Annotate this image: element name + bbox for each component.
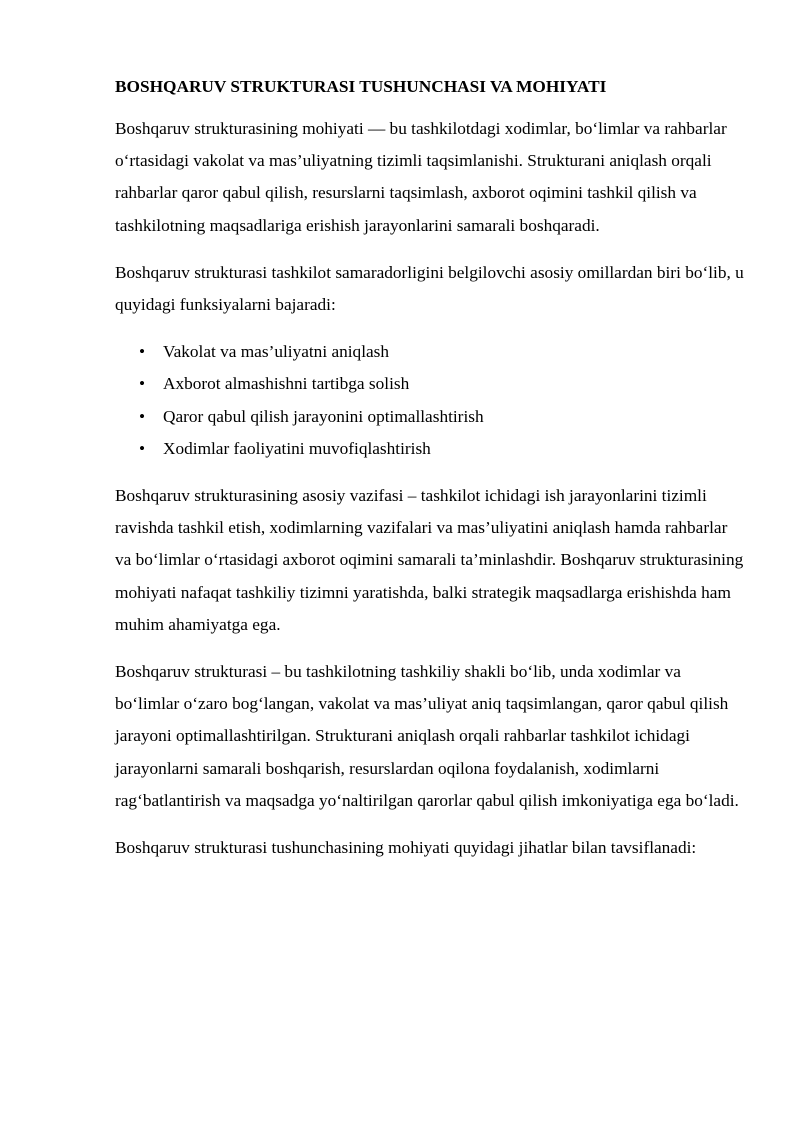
document-page: [115, 75, 745, 879]
paragraph-main-task: Boshqaruv strukturasining asosiy vazifasi – tashkilot ichidagi ish jarayonlarini tizimli ravishda tashkil etish, xodimlarning vazifalari va mas’uliyatini aniqlash hamda rahbarlar va bo‘limlar o‘rtasidagi axborot oqimini samarali ta’minlashdir. Boshqaruv strukturasining mohiyati nafaqat tashkiliy tizimni yaratishda, balki strategik maqsadlarga erishishda ham muhim ahamiyatga ega.: [115, 486, 744, 634]
paragraph-aspects-intro: Boshqaruv strukturasi tushunchasining mohiyati quyidagi jihatlar bilan tavsiflanadi:: [115, 838, 697, 858]
document-title: BOSHQARUV STRUKTURASI TUSHUNCHASI VA MOHIYATI: [115, 77, 607, 96]
list-item: [115, 401, 745, 433]
list-item: [115, 368, 745, 400]
list-item-text: Qaror qabul qilish jarayonini optimallashtirish: [163, 406, 484, 426]
paragraph-definition: Boshqaruv strukturasining mohiyati — bu tashkilotdagi xodimlar, bo‘limlar va rahbarlar o‘rtasidagi vakolat va mas’uliyatning tizimli taqsimlanishi. Strukturani aniqlash orqali rahbarlar qaror qabul qilish, resurslarni taqsimlash, axborot oqimini tashkil qilish va tashkilotning maqsadlariga erishish jarayonlarini samarali boshqaradi.: [115, 119, 727, 235]
bullet-icon: •: [139, 342, 146, 362]
list-item-text: Axborot almashishni tartibga solish: [163, 374, 410, 394]
bullet-icon: •: [139, 406, 146, 426]
bullet-icon: •: [139, 438, 146, 458]
list-item-text: Xodimlar faoliyatini muvofiqlashtirish: [163, 438, 431, 458]
paragraph-structure-definition: Boshqaruv strukturasi – bu tashkilotning tashkiliy shakli bo‘lib, unda xodimlar va bo‘limlar o‘zaro bog‘langan, vakolat va mas’uliyat aniq taqsimlangan, qaror qabul qilish jarayoni optimallashtirilgan. Strukturani aniqlash orqali rahbarlar tashkilot ichidagi jarayonlarni samarali boshqarish, resurslardan oqilona foydalanish, xodimlarni rag‘batlantirish va maqsadga yo‘naltirilgan qarorlar qabul qilish imkoniyatiga ega bo‘ladi.: [115, 662, 739, 810]
list-item: [115, 433, 745, 465]
functions-list: [115, 336, 745, 465]
list-item-text: Vakolat va mas’uliyatni aniqlash: [163, 342, 390, 362]
paragraph-functions-intro: Boshqaruv strukturasi tashkilot samaradorligini belgilovchi asosiy omillardan biri bo‘lib, u quyidagi funksiyalarni bajaradi:: [115, 262, 744, 315]
bullet-icon: •: [139, 374, 146, 394]
list-item: [115, 336, 745, 368]
